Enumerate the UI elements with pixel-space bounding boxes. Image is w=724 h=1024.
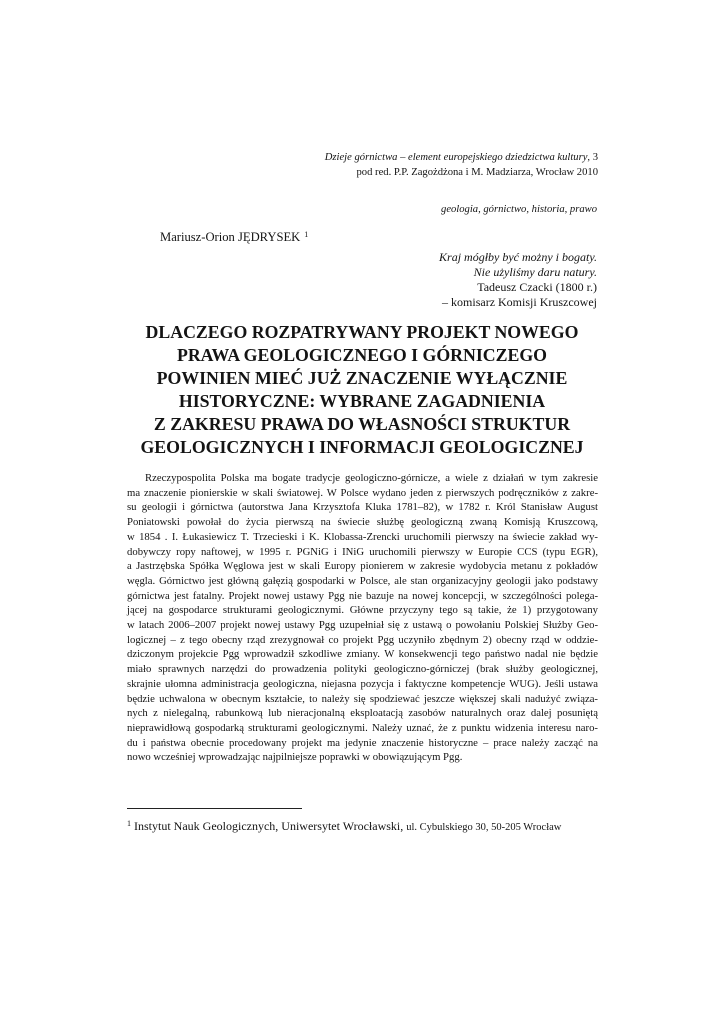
title-line: Z ZAKRESU PRAWA DO WŁASNOŚCI STRUKTUR <box>153 414 571 434</box>
abstract-line: nieprawidłową gospodarką strukturami geologicznymi. Należy uznać, że z punktu widzenia interesu naro- <box>127 721 598 734</box>
footnote-separator <box>127 808 302 809</box>
series-volume: , 3 <box>587 152 598 163</box>
author-name: Mariusz-Orion JĘDRYSEK <box>160 230 301 244</box>
footnote-mark: 1 <box>127 819 131 829</box>
title-line: HISTORYCZNE: WYBRANE ZAGADNIENIA <box>178 391 546 411</box>
abstract-line: logicznej – z tego obecny rząd zrezygnował co projekt Pgg uczyniło zbędnym 2) obecny rząd w oddzie- <box>127 633 598 646</box>
title-line: DLACZEGO ROZPATRYWANY PROJEKT NOWEGO <box>145 322 579 342</box>
epigraph-attribution-role: – komisarz Komisji Kruszcowej <box>442 295 597 309</box>
abstract-line: dziczonym projekcie Pgg wprowadził szkodliwe zmiany. W konsekwencji tego państwo nadal nie będzie <box>127 648 598 661</box>
title-line: GEOLOGICZNYCH I INFORMACJI GEOLOGICZNEJ <box>140 437 584 457</box>
abstract-line: jącej na gospodarce strukturami geologicznymi. Główne przyczyny tego są takie, że 1) przygotowany <box>127 604 598 617</box>
abstract-line: węgla. Górnictwo jest główną gałęzią gospodarki w Polsce, ale stan organizacyjny geologii jako podstawy <box>127 574 598 587</box>
epigraph-quote-line: Kraj mógłby być możny i bogaty. <box>439 250 597 264</box>
abstract-line: miało sprawnych narzędzi do prowadzenia polityki geologiczno-górniczej (brak służby geologicznej, <box>127 663 598 676</box>
abstract-line: du i państwa obecnie procedowany projekt ma jedynie znaczenie historyczne – prace należy zacząć na <box>127 736 598 749</box>
abstract-line: Rzeczypospolita Polska ma bogate tradycje geologiczno-górnicze, a wiele z działań w tym zakresie <box>145 472 598 484</box>
abstract-line: Poniatowski powołał do życia pierwszą na świecie służbę geologiczną zwaną Komisją Kruszcową, <box>127 516 598 529</box>
abstract <box>127 471 598 765</box>
abstract-line: a Jastrzębska Spółka Węglowa jest w skali Europy pionierem w zakresie wydobycia metanu z pokładów <box>127 560 598 573</box>
journal-header <box>325 150 598 180</box>
author-footnote-mark: 1 <box>304 230 309 239</box>
abstract-line: w 1854 . I. Łukasiewicz T. Trzecieski i K. Klobassa-Zrencki uruchomili pierwszy na świecie zakład wy- <box>127 530 598 543</box>
author <box>160 229 308 247</box>
abstract-line: su geologii i górnictwa (autorstwa Jana Krzysztofa Kluka 1781–82), w 1782 r. Król Stanisław August <box>127 501 598 514</box>
abstract-line: nowo wcześniej wprowadzając najpilniejsze poprawki w obowiązującym Pgg. <box>127 751 463 764</box>
title-line: PRAWA GEOLOGICZNEGO I GÓRNICZEGO <box>176 345 547 365</box>
keywords: geologia, górnictwo, historia, prawo <box>441 204 597 215</box>
paper-title <box>0 321 724 459</box>
abstract-line: dobywczy ropy naftowej, w 1995 r. PGNiG i INiG uruchomili pierwszy w Europie CCS (typu EGR), <box>127 545 598 558</box>
footnote-address: ul. Cybulskiego 30, 50-205 Wrocław <box>406 822 562 833</box>
abstract-line: ma znaczenie pionierskie w skali światowej. W Polsce wydano jeden z pierwszych podręczników z zakre- <box>127 486 598 499</box>
abstract-line: skrajnie ułomna administracja geologiczna, niejasna pozycja i faktyczne kompetencje WUG). Jeśli ustawa <box>127 677 598 690</box>
epigraph-quote-line: Nie użyliśmy daru natury. <box>473 265 597 279</box>
title-line: POWINIEN MIEĆ JUŻ ZNACZENIE WYŁĄCZNIE <box>156 368 568 388</box>
abstract-line: górnictwa jest fatalny. Projekt nowej ustawy Pgg nie bazuje na nowej koncepcji, w szczególności polega- <box>127 589 598 602</box>
series-title: Dzieje górnictwa – element europejskiego dziedzictwa kultury <box>324 152 588 163</box>
abstract-line: będzie uchwalona w obecnym kształcie, to należy się spodziewać jeszcze większej skali nadużyć związa- <box>127 692 598 705</box>
epigraph <box>439 250 597 310</box>
editors-line: pod red. P.P. Zagożdżona i M. Madziarza, Wrocław 2010 <box>356 167 598 178</box>
series-line <box>325 150 598 165</box>
footnote <box>127 818 561 836</box>
abstract-line: w latach 2006–2007 projekt nowej ustawy Pgg uzupełniał się z ustawą o powołaniu Polskiej Służby Geo- <box>127 619 598 632</box>
epigraph-attribution: Tadeusz Czacki (1800 r.) <box>477 280 597 294</box>
footnote-affiliation: Instytut Nauk Geologicznych, Uniwersytet Wrocławski, <box>134 819 404 833</box>
abstract-line: nych z nielegalną, rabunkową lub nieracjonalną eksploatacją zasobów naturalnych oraz dalej posuniętą <box>127 707 598 720</box>
